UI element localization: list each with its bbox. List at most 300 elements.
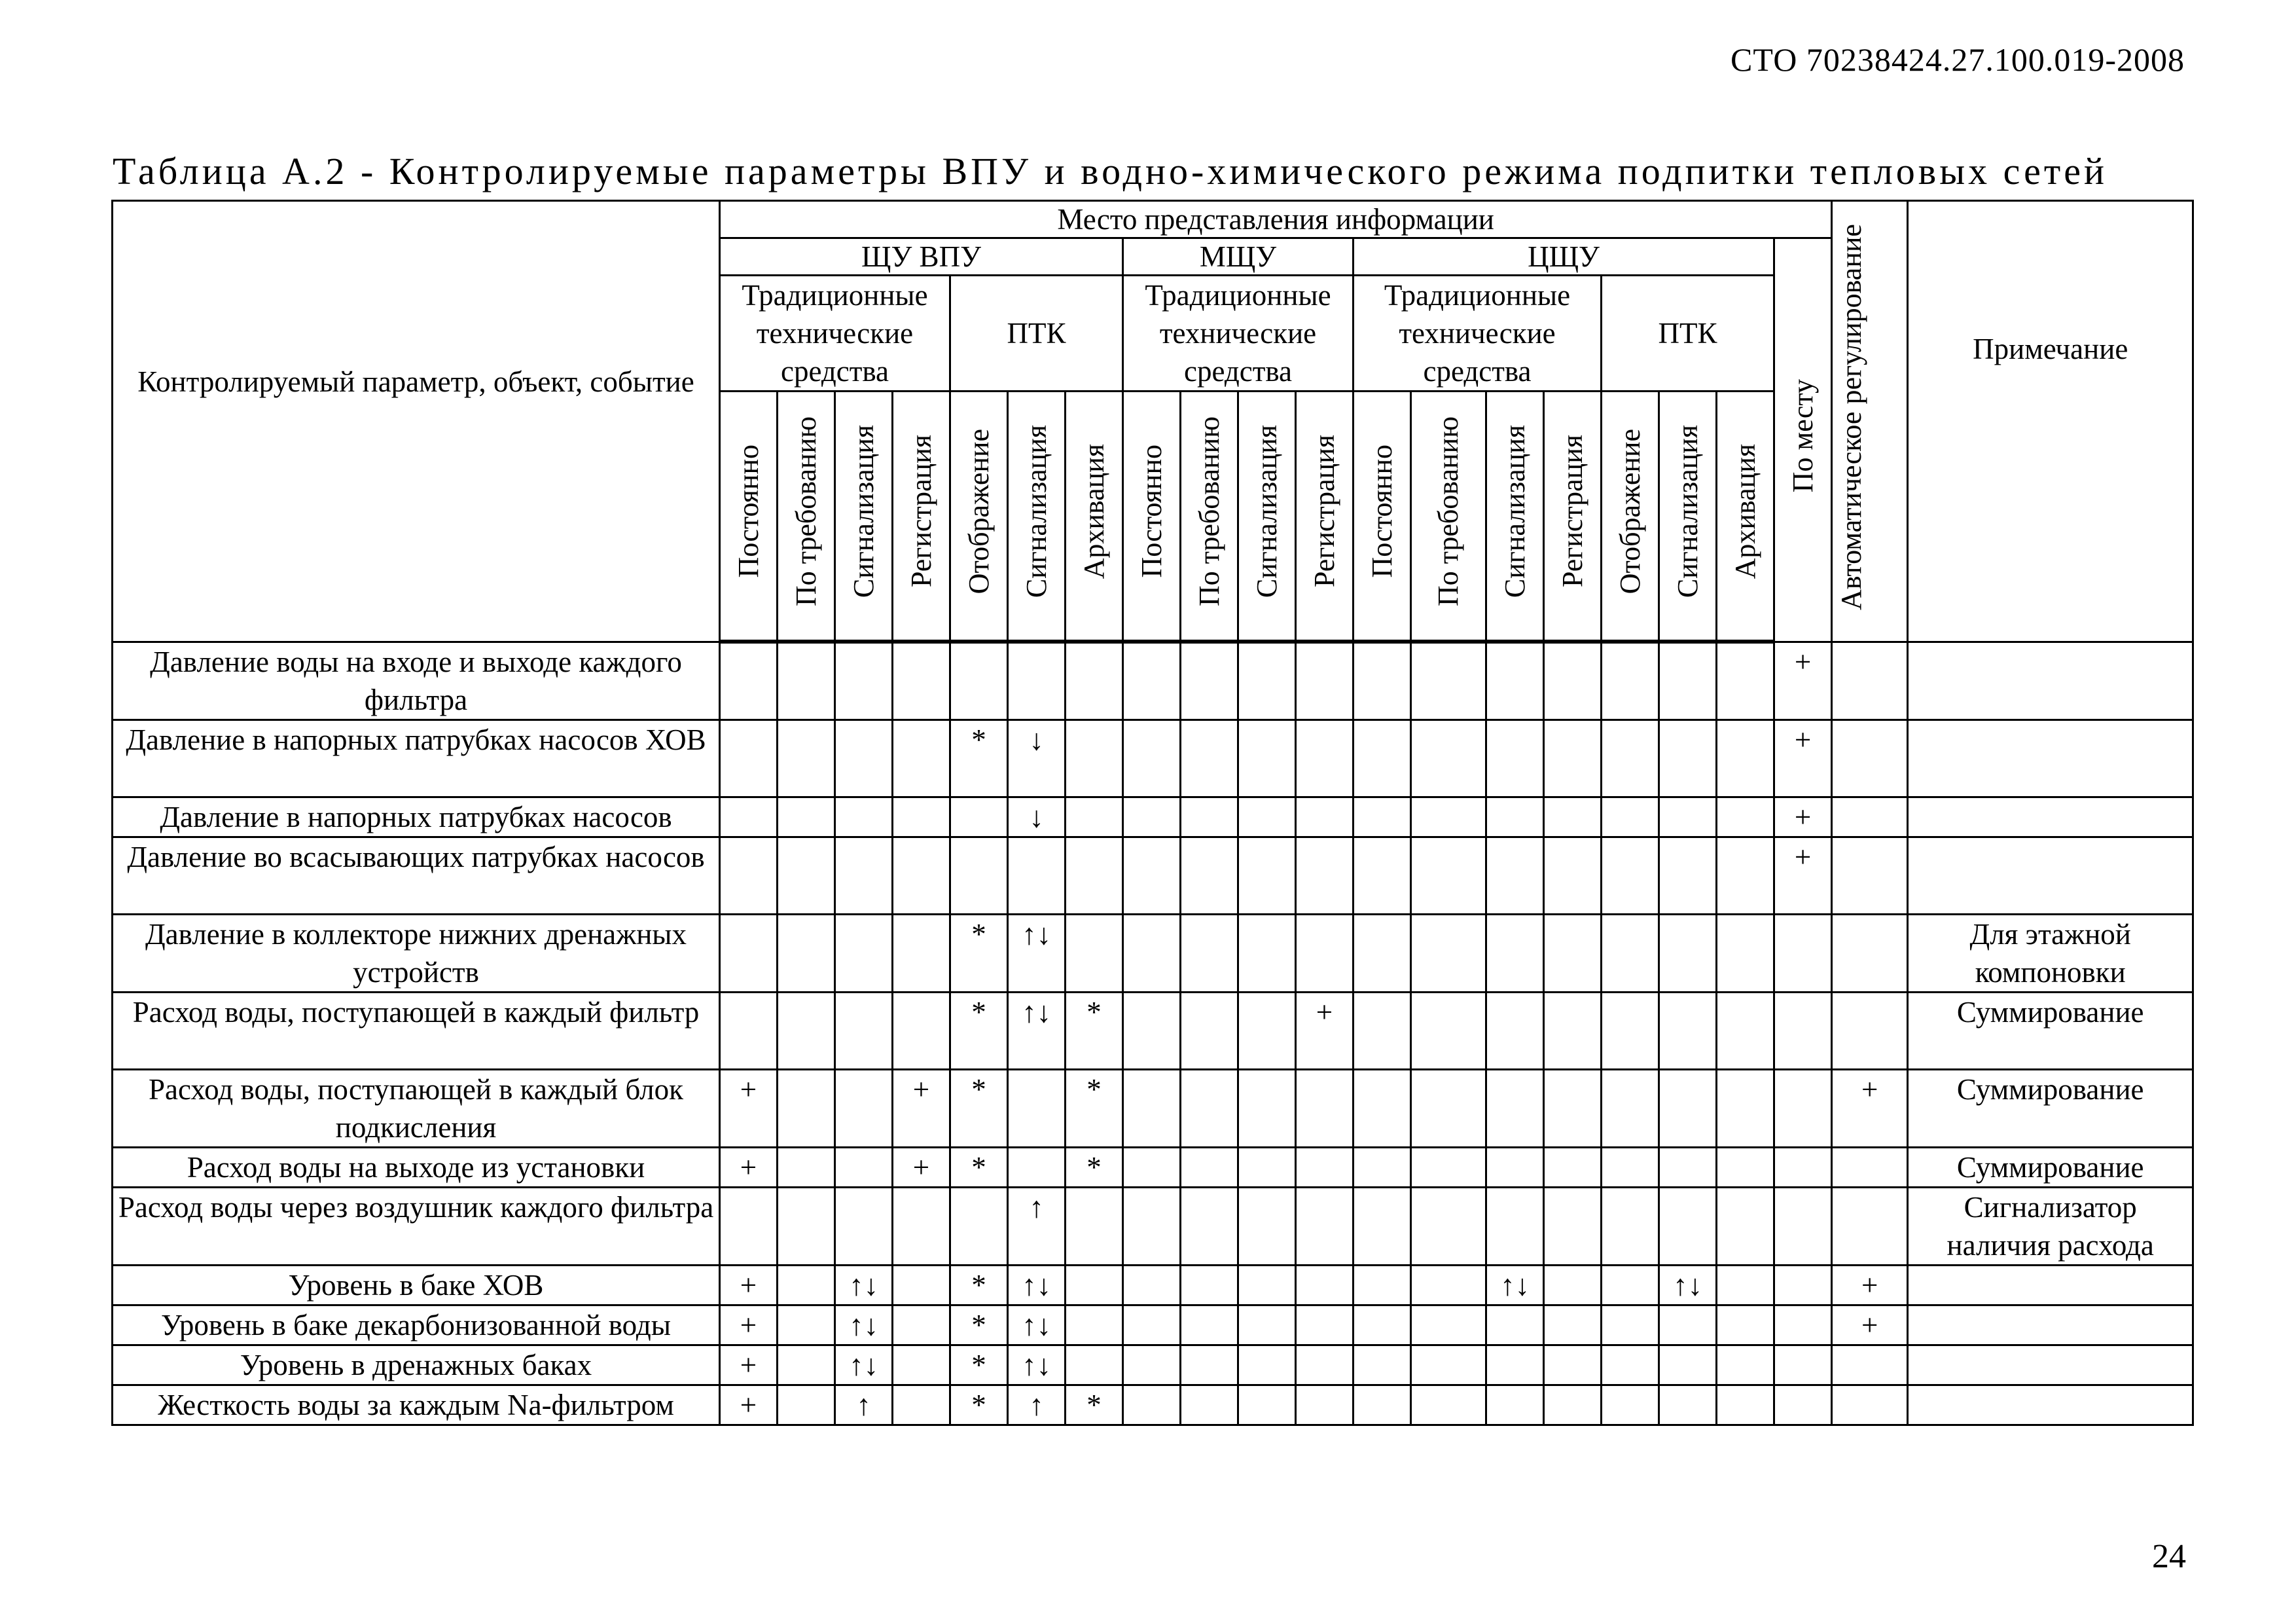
- row-cell: [1774, 1305, 1832, 1345]
- row-cell: [720, 837, 778, 914]
- row-cell: [835, 1069, 893, 1147]
- row-cell: [1411, 914, 1486, 992]
- row-cell: [720, 1187, 778, 1265]
- row-cell: [1066, 1187, 1123, 1265]
- row-cell: *: [950, 914, 1008, 992]
- column-header-label: Сигнализация: [1020, 424, 1052, 598]
- row-cell: [1296, 1187, 1354, 1265]
- row-cell: [1544, 1069, 1602, 1147]
- column-header: [1066, 392, 1123, 642]
- row-cell: [1123, 837, 1181, 914]
- row-cell: ↑↓: [1008, 1345, 1066, 1385]
- row-cell: +: [720, 1345, 778, 1385]
- header-param: Контролируемый параметр, объект, событие: [113, 201, 720, 642]
- row-cell: [1717, 642, 1774, 720]
- column-header-label: По требованию: [789, 416, 822, 607]
- row-cell: [1238, 1265, 1296, 1305]
- row-cell: [1411, 642, 1486, 720]
- row-cell: [1008, 1147, 1066, 1187]
- row-cell: *: [1066, 992, 1123, 1069]
- row-cell: [1238, 1305, 1296, 1345]
- row-cell: [1238, 642, 1296, 720]
- row-cell: *: [950, 992, 1008, 1069]
- row-cell: [1602, 797, 1659, 837]
- row-cell: [778, 1305, 835, 1345]
- row-cell: [1832, 1385, 1908, 1425]
- header-trad-2: Традиционные технические средства: [1123, 276, 1354, 392]
- row-cell: [893, 642, 950, 720]
- row-cell: [1411, 797, 1486, 837]
- row-cell: [1123, 1187, 1181, 1265]
- row-cell: [1659, 1147, 1717, 1187]
- header-po-mestu-text: По месту: [1786, 379, 1819, 493]
- column-header-label: Регистрация: [1308, 435, 1340, 588]
- row-cell: [1181, 797, 1238, 837]
- row-parameter: Жесткость воды за каждым Na-фильтром: [113, 1385, 720, 1425]
- row-cell: [1181, 720, 1238, 797]
- column-header: [1717, 392, 1774, 642]
- row-cell: ↑↓: [1659, 1265, 1717, 1305]
- row-cell: *: [1066, 1385, 1123, 1425]
- row-cell: [1717, 1345, 1774, 1385]
- row-cell: [1544, 1265, 1602, 1305]
- row-cell: [1717, 1069, 1774, 1147]
- row-cell: [1544, 992, 1602, 1069]
- row-cell: [1123, 992, 1181, 1069]
- row-cell: [835, 1147, 893, 1187]
- row-cell: [835, 914, 893, 992]
- row-cell: [1774, 1147, 1832, 1187]
- row-cell: [1486, 1385, 1544, 1425]
- row-cell: [1411, 1187, 1486, 1265]
- row-note: Для этажной компоновки: [1908, 914, 2193, 992]
- row-cell: [1659, 837, 1717, 914]
- row-cell: [1123, 1265, 1181, 1305]
- column-header: [950, 392, 1008, 642]
- row-note: Суммирование: [1908, 1147, 2193, 1187]
- row-cell: [835, 1187, 893, 1265]
- table-row: [113, 1265, 2193, 1305]
- row-cell: [1181, 1069, 1238, 1147]
- row-cell: [778, 914, 835, 992]
- row-cell: *: [950, 1345, 1008, 1385]
- row-cell: [1354, 720, 1411, 797]
- table-row: [113, 1187, 2193, 1265]
- row-cell: [1774, 914, 1832, 992]
- row-cell: [1659, 1069, 1717, 1147]
- row-cell: [1181, 1187, 1238, 1265]
- column-header-label: Архивация: [1729, 443, 1761, 579]
- row-parameter: Давление в коллекторе нижних дренажных устройств: [113, 914, 720, 992]
- row-cell: ↑↓: [835, 1345, 893, 1385]
- row-cell: [1832, 992, 1908, 1069]
- header-group-mshchu: МЩУ: [1123, 238, 1354, 276]
- row-cell: [1411, 1147, 1486, 1187]
- row-cell: [778, 1385, 835, 1425]
- row-cell: +: [1774, 642, 1832, 720]
- row-cell: [1544, 1305, 1602, 1345]
- header-group-tsshchu: ЦЩУ: [1354, 238, 1774, 276]
- row-cell: [1717, 720, 1774, 797]
- row-cell: [1602, 1187, 1659, 1265]
- row-cell: [1238, 837, 1296, 914]
- row-note: [1908, 642, 2193, 720]
- row-cell: *: [950, 1265, 1008, 1305]
- row-cell: [1181, 992, 1238, 1069]
- row-cell: [1659, 1385, 1717, 1425]
- row-cell: ↑↓: [1486, 1265, 1544, 1305]
- column-header-label: Регистрация: [1556, 435, 1588, 588]
- table-caption: Таблица А.2 - Контролируемые параметры ВПУ и водно-химического режима подпитки тепловых сетей: [113, 150, 2108, 192]
- row-cell: [1544, 797, 1602, 837]
- row-cell: [1486, 1069, 1544, 1147]
- row-cell: ↑↓: [1008, 1305, 1066, 1345]
- row-cell: [1123, 1345, 1181, 1385]
- row-cell: *: [950, 1069, 1008, 1147]
- row-cell: [893, 1265, 950, 1305]
- row-cell: [1602, 1069, 1659, 1147]
- table-row: [113, 720, 2193, 797]
- row-note: [1908, 1265, 2193, 1305]
- row-cell: [1354, 797, 1411, 837]
- row-cell: +: [1296, 992, 1354, 1069]
- row-cell: [835, 642, 893, 720]
- row-cell: [1774, 1069, 1832, 1147]
- row-cell: ↑↓: [1008, 914, 1066, 992]
- row-cell: [1717, 1265, 1774, 1305]
- row-cell: [1411, 1345, 1486, 1385]
- row-cell: [1296, 1069, 1354, 1147]
- row-cell: [1354, 914, 1411, 992]
- row-note: [1908, 1345, 2193, 1385]
- row-cell: [1717, 992, 1774, 1069]
- row-cell: +: [1774, 797, 1832, 837]
- row-cell: [1832, 642, 1908, 720]
- row-cell: [1238, 914, 1296, 992]
- row-cell: [1354, 1187, 1411, 1265]
- row-cell: [893, 1305, 950, 1345]
- column-header: [835, 392, 893, 642]
- row-cell: [1238, 1345, 1296, 1385]
- row-cell: [893, 992, 950, 1069]
- row-cell: +: [720, 1385, 778, 1425]
- row-cell: [1832, 1147, 1908, 1187]
- row-cell: [893, 797, 950, 837]
- row-cell: ↑↓: [835, 1265, 893, 1305]
- row-cell: [1296, 1385, 1354, 1425]
- column-header: [1008, 392, 1066, 642]
- row-cell: [1123, 914, 1181, 992]
- row-cell: [1486, 1147, 1544, 1187]
- row-cell: [1602, 1385, 1659, 1425]
- row-cell: [778, 720, 835, 797]
- row-cell: [1123, 1305, 1181, 1345]
- column-header-label: Сигнализация: [1250, 424, 1283, 598]
- row-cell: [720, 914, 778, 992]
- row-cell: [1486, 837, 1544, 914]
- row-cell: +: [720, 1069, 778, 1147]
- row-cell: ↓: [1008, 720, 1066, 797]
- header-ptk-2: ПТК: [1602, 276, 1774, 392]
- row-cell: [1066, 720, 1123, 797]
- row-cell: [1602, 837, 1659, 914]
- row-cell: *: [950, 1385, 1008, 1425]
- row-cell: [1832, 837, 1908, 914]
- row-cell: [1774, 1385, 1832, 1425]
- row-cell: ↓: [1008, 797, 1066, 837]
- row-cell: [1123, 1069, 1181, 1147]
- row-cell: [1486, 720, 1544, 797]
- row-cell: [1354, 1385, 1411, 1425]
- column-header: [720, 392, 778, 642]
- header-trad-1: Традиционные технические средства: [720, 276, 950, 392]
- row-note: Суммирование: [1908, 1069, 2193, 1147]
- row-cell: *: [950, 1147, 1008, 1187]
- row-cell: [1774, 1345, 1832, 1385]
- row-cell: +: [720, 1265, 778, 1305]
- row-parameter: Давление воды на входе и выходе каждого фильтра: [113, 642, 720, 720]
- row-cell: [1659, 1345, 1717, 1385]
- row-cell: [1354, 642, 1411, 720]
- table-row: [113, 642, 2193, 720]
- row-cell: [1544, 1385, 1602, 1425]
- row-parameter: Расход воды, поступающей в каждый блок подкисления: [113, 1069, 720, 1147]
- row-cell: [1602, 1147, 1659, 1187]
- row-cell: [1123, 1385, 1181, 1425]
- row-cell: [1411, 1305, 1486, 1345]
- row-cell: [1602, 914, 1659, 992]
- row-cell: [893, 1385, 950, 1425]
- column-header-label: Отображение: [962, 428, 995, 594]
- row-cell: [1296, 1147, 1354, 1187]
- header-group-shchu-vpu: ЩУ ВПУ: [720, 238, 1123, 276]
- row-cell: +: [893, 1069, 950, 1147]
- row-cell: [1123, 642, 1181, 720]
- row-cell: [778, 1265, 835, 1305]
- row-cell: [1354, 1345, 1411, 1385]
- row-cell: [1354, 1147, 1411, 1187]
- table-row: [113, 1385, 2193, 1425]
- row-cell: [1123, 720, 1181, 797]
- row-cell: ↑↓: [835, 1305, 893, 1345]
- row-cell: [778, 797, 835, 837]
- row-cell: [1717, 837, 1774, 914]
- row-cell: [835, 797, 893, 837]
- column-header: [778, 392, 835, 642]
- row-cell: [1486, 797, 1544, 837]
- row-cell: [1181, 837, 1238, 914]
- document-code: СТО 70238424.27.100.019-2008: [1731, 41, 2185, 78]
- row-cell: *: [1066, 1147, 1123, 1187]
- row-parameter: Уровень в баке декарбонизованной воды: [113, 1305, 720, 1345]
- row-cell: [1411, 837, 1486, 914]
- row-cell: [835, 992, 893, 1069]
- row-cell: +: [1774, 837, 1832, 914]
- column-header: [1123, 392, 1181, 642]
- row-cell: [1296, 1345, 1354, 1385]
- row-cell: [1659, 992, 1717, 1069]
- row-parameter: Расход воды через воздушник каждого фильтра: [113, 1187, 720, 1265]
- row-cell: +: [1774, 720, 1832, 797]
- row-cell: ↑↓: [1008, 992, 1066, 1069]
- row-cell: [1181, 1265, 1238, 1305]
- column-header-label: Постоянно: [1365, 445, 1398, 578]
- row-cell: [1181, 1345, 1238, 1385]
- row-cell: [1066, 797, 1123, 837]
- row-cell: [778, 1187, 835, 1265]
- row-cell: +: [720, 1147, 778, 1187]
- row-cell: [778, 837, 835, 914]
- row-cell: [1411, 1069, 1486, 1147]
- row-cell: [1602, 720, 1659, 797]
- row-cell: [1066, 1345, 1123, 1385]
- row-cell: [1354, 1305, 1411, 1345]
- column-header-label: Сигнализация: [1498, 424, 1531, 598]
- row-cell: +: [1832, 1069, 1908, 1147]
- row-cell: [1717, 1187, 1774, 1265]
- row-cell: [1296, 642, 1354, 720]
- row-cell: [1717, 914, 1774, 992]
- row-cell: [1602, 1305, 1659, 1345]
- row-cell: [1544, 1345, 1602, 1385]
- column-header-label: По требованию: [1193, 416, 1225, 607]
- row-cell: [778, 1069, 835, 1147]
- row-cell: [720, 642, 778, 720]
- row-cell: [1774, 1187, 1832, 1265]
- row-cell: [1486, 1187, 1544, 1265]
- row-cell: [1008, 642, 1066, 720]
- row-cell: [1296, 797, 1354, 837]
- row-parameter: Давление во всасывающих патрубках насосов: [113, 837, 720, 914]
- table-row: [113, 992, 2193, 1069]
- row-cell: [1832, 797, 1908, 837]
- column-header: [1486, 392, 1544, 642]
- row-cell: *: [950, 720, 1008, 797]
- row-cell: [1717, 1147, 1774, 1187]
- row-cell: [778, 1147, 835, 1187]
- table-row: [113, 914, 2193, 992]
- table-row: [113, 837, 2193, 914]
- row-cell: [1238, 1069, 1296, 1147]
- column-header: [1659, 392, 1717, 642]
- row-cell: [1659, 642, 1717, 720]
- row-cell: ↑: [835, 1385, 893, 1425]
- row-cell: [1181, 1305, 1238, 1345]
- row-cell: [778, 992, 835, 1069]
- row-cell: [1659, 1305, 1717, 1345]
- row-cell: [1659, 1187, 1717, 1265]
- row-cell: [1486, 1345, 1544, 1385]
- header-auto-text: Автоматическое регулирование: [1835, 224, 1867, 611]
- column-header-label: Сигнализация: [1671, 424, 1704, 598]
- row-parameter: Уровень в дренажных баках: [113, 1345, 720, 1385]
- row-cell: [1238, 1147, 1296, 1187]
- row-cell: [1602, 1265, 1659, 1305]
- row-cell: [950, 797, 1008, 837]
- table-row: [113, 1147, 2193, 1187]
- row-cell: [1066, 1265, 1123, 1305]
- row-note: [1908, 1305, 2193, 1345]
- column-header-label: По требованию: [1432, 416, 1464, 607]
- row-cell: [1296, 1265, 1354, 1305]
- row-cell: [1486, 914, 1544, 992]
- header-place: Место представления информации: [720, 201, 1832, 238]
- column-header-label: Регистрация: [905, 435, 937, 588]
- row-cell: [1181, 914, 1238, 992]
- row-cell: [950, 837, 1008, 914]
- row-cell: [1717, 1385, 1774, 1425]
- row-cell: *: [1066, 1069, 1123, 1147]
- row-cell: [1238, 720, 1296, 797]
- header-po-mestu: [1774, 238, 1832, 642]
- row-cell: [1832, 720, 1908, 797]
- table-row: [113, 1069, 2193, 1147]
- row-cell: [1411, 1265, 1486, 1305]
- row-note: Сигнализатор наличия расхода: [1908, 1187, 2193, 1265]
- row-cell: [1123, 1147, 1181, 1187]
- row-cell: [1659, 914, 1717, 992]
- row-cell: [1544, 837, 1602, 914]
- row-cell: ↑: [1008, 1187, 1066, 1265]
- row-parameter: Уровень в баке ХОВ: [113, 1265, 720, 1305]
- row-cell: [1411, 720, 1486, 797]
- column-header: [1354, 392, 1411, 642]
- column-header-label: Постоянно: [732, 445, 764, 578]
- row-cell: [1066, 914, 1123, 992]
- row-cell: [1238, 992, 1296, 1069]
- row-cell: [1486, 1305, 1544, 1345]
- header-ptk-1: ПТК: [950, 276, 1123, 392]
- row-note: [1908, 720, 2193, 797]
- row-cell: [1354, 992, 1411, 1069]
- row-parameter: Расход воды, поступающей в каждый фильтр: [113, 992, 720, 1069]
- column-header: [1544, 392, 1602, 642]
- row-cell: [1354, 1265, 1411, 1305]
- column-header-label: Постоянно: [1135, 445, 1168, 578]
- row-cell: [1544, 720, 1602, 797]
- header-trad-3: Традиционные технические средства: [1354, 276, 1602, 392]
- column-header-label: Архивация: [1077, 443, 1110, 579]
- row-cell: [1296, 720, 1354, 797]
- row-cell: [1296, 914, 1354, 992]
- column-header: [1411, 392, 1486, 642]
- row-cell: [893, 1345, 950, 1385]
- row-cell: [835, 837, 893, 914]
- column-header-label: Сигнализация: [847, 424, 880, 598]
- column-header: [1238, 392, 1296, 642]
- row-cell: [1238, 1385, 1296, 1425]
- row-cell: [835, 720, 893, 797]
- row-cell: [1832, 1187, 1908, 1265]
- row-cell: [1008, 837, 1066, 914]
- header-auto: [1832, 201, 1908, 642]
- row-cell: [1238, 1187, 1296, 1265]
- column-header-label: Отображение: [1613, 428, 1646, 594]
- column-header: [893, 392, 950, 642]
- row-cell: [1602, 1345, 1659, 1385]
- table-row: [113, 1305, 2193, 1345]
- row-cell: [778, 642, 835, 720]
- row-cell: [1066, 837, 1123, 914]
- row-cell: [1008, 1069, 1066, 1147]
- row-cell: [1354, 1069, 1411, 1147]
- row-cell: [1354, 837, 1411, 914]
- row-note: [1908, 1385, 2193, 1425]
- row-note: [1908, 797, 2193, 837]
- header-note: Примечание: [1908, 201, 2193, 642]
- row-cell: ↑↓: [1008, 1265, 1066, 1305]
- column-header: [1602, 392, 1659, 642]
